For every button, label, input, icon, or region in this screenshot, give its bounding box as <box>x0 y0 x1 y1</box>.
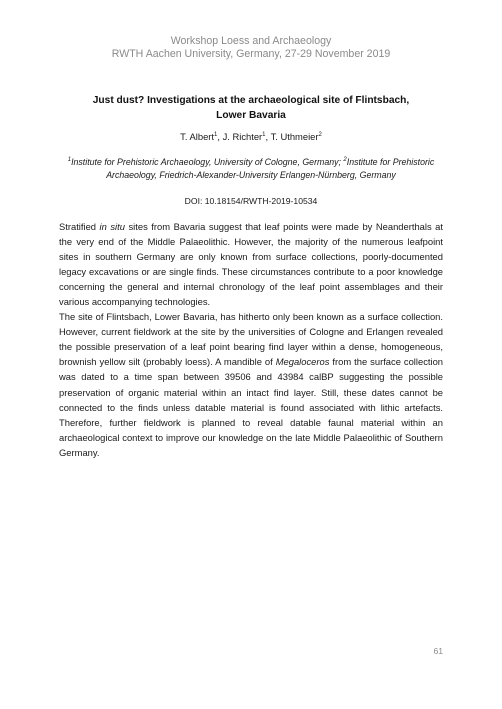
running-header <box>0 35 502 60</box>
doi-line: DOI: 10.18154/RWTH-2019-10534 <box>184 196 318 206</box>
paragraph-text: Stratified <box>59 221 100 232</box>
paragraph-text: sites from Bavaria suggest that leaf points were made by Neanderthals at the very end of the Middle Palaeolithic. However, the majority of the numerous leafpoint sites in southern Germany are only known from surface collections, poorly-documented legacy excavations or are single finds. These circumstances contribute to a poor knowledge concerning the general and internal chronology of the leaf point assemblages and their various accompanying technologies. <box>59 221 443 308</box>
paragraph-text: from the surface collection was dated to a time span between 39506 and 43984 calBP suggesting the possible preservation of organic material within an intact find layer. Still, these dates cannot be connected to the finds unless datable material is found associated with lithic artefacts. Therefore, further fieldwork is planned to reveal datable faunal material within an archaeological context to improve our knowledge on the late Middle Palaeolithic of Southern Germany. <box>59 356 443 458</box>
paragraph <box>59 219 443 309</box>
author-separator: , <box>265 131 271 142</box>
author-affiliation-mark: 1 <box>262 131 266 138</box>
paper-title <box>60 93 442 123</box>
italic-term: in situ <box>99 221 125 232</box>
running-header-workshop: Workshop Loess and Archaeology <box>170 35 332 47</box>
affiliation-text: Institute for Prehistoric Archaeology, Friedrich-Alexander-University Erlangen-Nürnberg, Germany <box>106 157 435 180</box>
affiliation-mark: 2 <box>343 157 347 164</box>
abstract-body <box>59 219 443 460</box>
italic-term: Megaloceros <box>275 356 330 368</box>
author-affiliation-mark: 2 <box>318 131 322 138</box>
page-number: 61 <box>433 646 443 656</box>
author-name: T. Uthmeier <box>270 131 319 142</box>
author-name: J. Richter <box>222 131 263 142</box>
paper-title-line1: Just dust? Investigations at the archaeological site of Flintsbach, <box>92 95 410 106</box>
author-separator: , <box>217 131 223 142</box>
affiliation-mark: 1 <box>67 157 72 164</box>
affiliations <box>55 156 447 182</box>
affiliation-text: Institute for Prehistoric Archaeology, University of Cologne, Germany; <box>71 157 344 167</box>
running-header-venue: RWTH Aachen University, Germany, 27-29 November 2019 <box>111 47 391 60</box>
paper-title-line2: Lower Bavaria <box>216 110 286 121</box>
author-name: T. Albert <box>180 131 215 142</box>
author-list <box>0 131 502 143</box>
paragraph-text: The site of Flintsbach, Lower Bavaria, has hitherto only been known as a surface collection. However, current fieldwork at the site by the universities of Cologne and Erlangen revealed the possible preservation of a leaf point bearing find layer within a dense, homogeneous, brownish yellow silt (probably loess). A mandible of <box>59 311 443 368</box>
author-affiliation-mark: 1 <box>214 131 218 138</box>
paragraph <box>59 309 443 459</box>
